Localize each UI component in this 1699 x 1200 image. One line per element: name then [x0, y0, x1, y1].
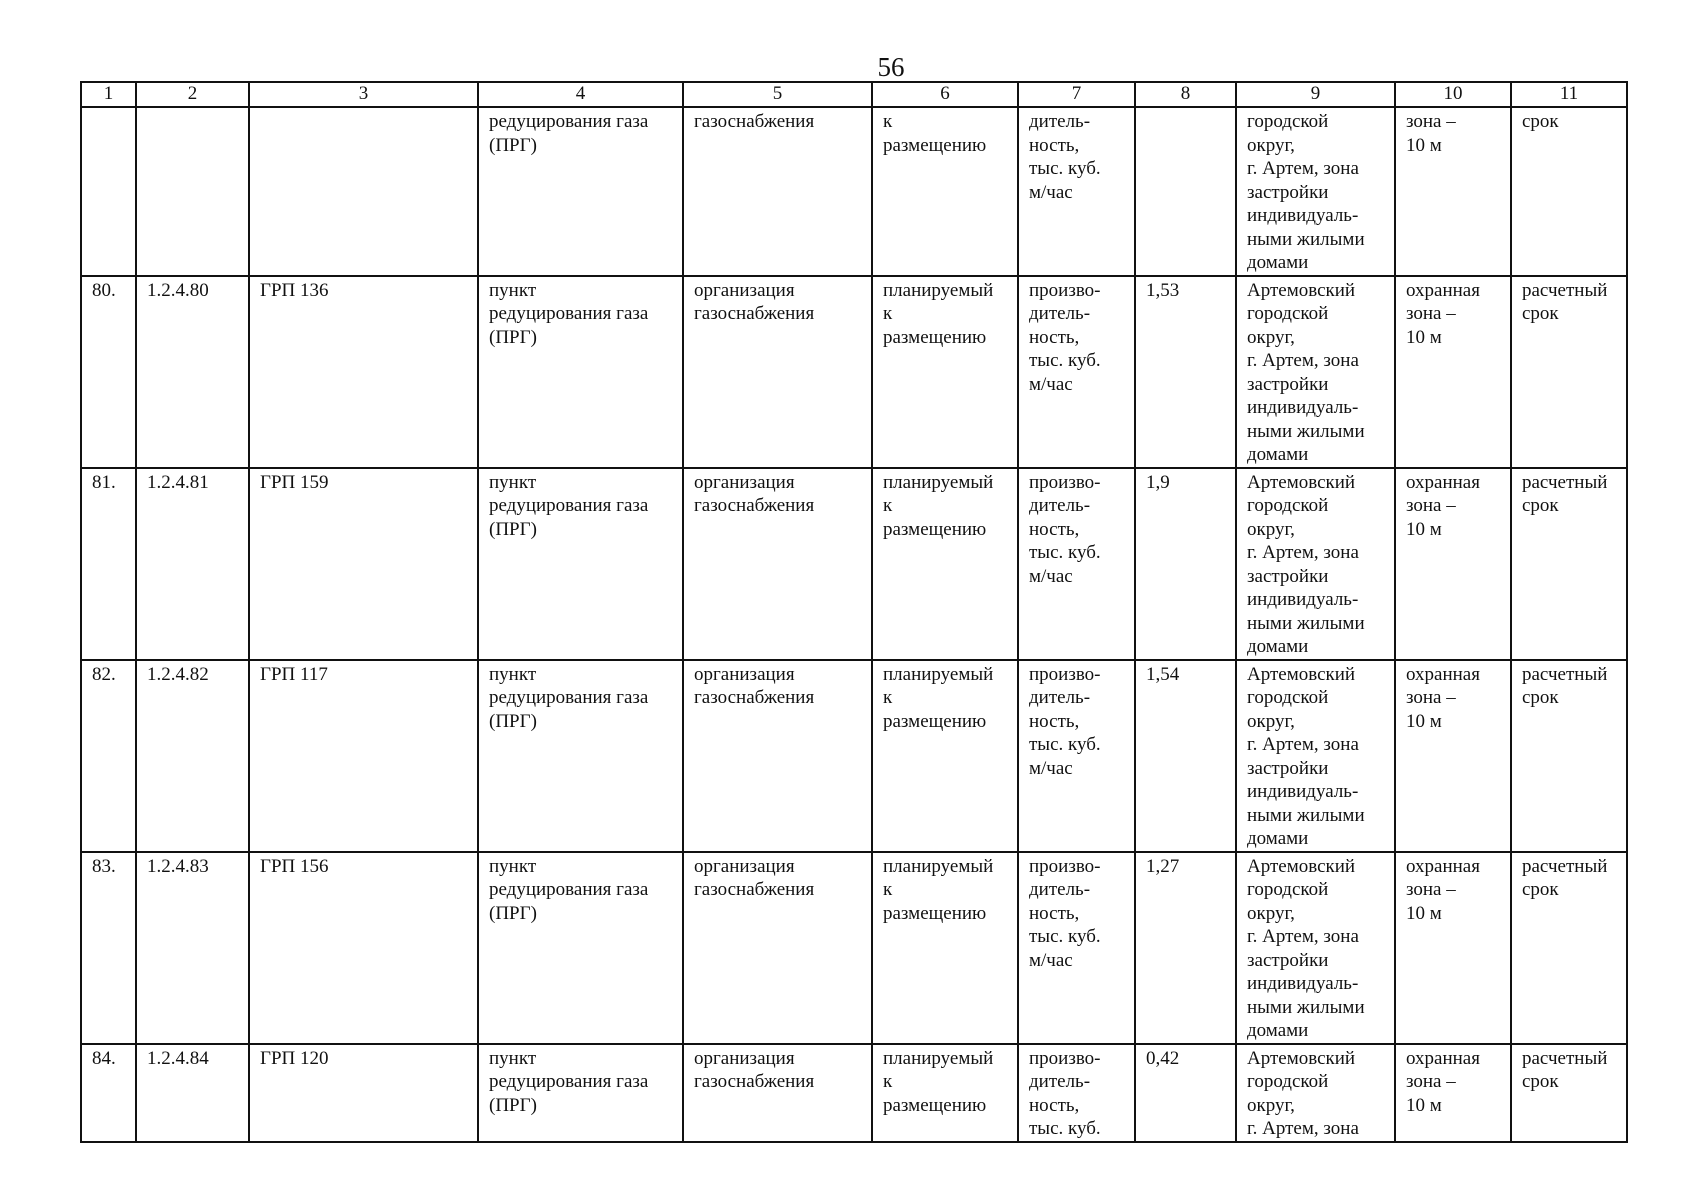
table-cell: произво- дитель- ность, тыс. куб. м/час — [1018, 660, 1135, 852]
table-cell: 1,53 — [1135, 276, 1236, 468]
table-cell: газоснабжения — [683, 107, 872, 276]
table-row — [81, 107, 1627, 276]
table-cell: 80. — [81, 276, 136, 468]
table-cell: расчетный срок — [1511, 852, 1627, 1044]
column-header: 4 — [478, 82, 683, 107]
table-cell: городской округ, г. Артем, зона застройки индивидуаль- ными жилыми домами — [1236, 107, 1395, 276]
table-cell: пункт редуцирования газа (ПРГ) — [478, 660, 683, 852]
table-cell: охранная зона – 10 м — [1395, 660, 1511, 852]
data-table — [80, 81, 1628, 1143]
table-cell: планируемый к размещению — [872, 468, 1018, 660]
table-cell: 0,42 — [1135, 1044, 1236, 1142]
table-cell: 1,27 — [1135, 852, 1236, 1044]
column-header: 3 — [249, 82, 478, 107]
column-header: 2 — [136, 82, 249, 107]
table-cell: охранная зона – 10 м — [1395, 276, 1511, 468]
table-cell: 83. — [81, 852, 136, 1044]
table-cell: 84. — [81, 1044, 136, 1142]
table-cell: планируемый к размещению — [872, 852, 1018, 1044]
table-cell — [81, 107, 136, 276]
table-cell: Артемовский городской округ, г. Артем, зона застройки индивидуаль- ными жилыми домами — [1236, 852, 1395, 1044]
table-cell: охранная зона – 10 м — [1395, 852, 1511, 1044]
table-cell: организация газоснабжения — [683, 852, 872, 1044]
table-cell: планируемый к размещению — [872, 1044, 1018, 1142]
table-row — [81, 1044, 1627, 1142]
table-cell: произво- дитель- ность, тыс. куб. — [1018, 1044, 1135, 1142]
table-cell: охранная зона – 10 м — [1395, 1044, 1511, 1142]
table-row — [81, 660, 1627, 852]
table-cell: дитель- ность, тыс. куб. м/час — [1018, 107, 1135, 276]
table-cell — [249, 107, 478, 276]
table-cell: 1,9 — [1135, 468, 1236, 660]
page-number: 56 — [877, 52, 905, 82]
column-header: 8 — [1135, 82, 1236, 107]
column-header: 11 — [1511, 82, 1627, 107]
table-cell: редуцирования газа (ПРГ) — [478, 107, 683, 276]
table-cell: Артемовский городской округ, г. Артем, зона — [1236, 1044, 1395, 1142]
table-row — [81, 852, 1627, 1044]
table-cell: организация газоснабжения — [683, 276, 872, 468]
table-cell: организация газоснабжения — [683, 1044, 872, 1142]
table-row — [81, 276, 1627, 468]
column-header: 1 — [81, 82, 136, 107]
table-cell: ГРП 136 — [249, 276, 478, 468]
table-cell: 1.2.4.84 — [136, 1044, 249, 1142]
table-cell: планируемый к размещению — [872, 276, 1018, 468]
column-header: 7 — [1018, 82, 1135, 107]
table-cell: пункт редуцирования газа (ПРГ) — [478, 1044, 683, 1142]
table-cell: произво- дитель- ность, тыс. куб. м/час — [1018, 468, 1135, 660]
table-cell: произво- дитель- ность, тыс. куб. м/час — [1018, 852, 1135, 1044]
table-cell: срок — [1511, 107, 1627, 276]
column-header: 9 — [1236, 82, 1395, 107]
table-cell: 1.2.4.80 — [136, 276, 249, 468]
table-cell: 1.2.4.82 — [136, 660, 249, 852]
table-cell: к размещению — [872, 107, 1018, 276]
table-cell: Артемовский городской округ, г. Артем, зона застройки индивидуаль- ными жилыми домами — [1236, 276, 1395, 468]
table-cell — [1135, 107, 1236, 276]
table-cell — [136, 107, 249, 276]
table-cell: ГРП 159 — [249, 468, 478, 660]
table-cell: расчетный срок — [1511, 468, 1627, 660]
table-cell: произво- дитель- ность, тыс. куб. м/час — [1018, 276, 1135, 468]
table-cell: зона – 10 м — [1395, 107, 1511, 276]
table-cell: 81. — [81, 468, 136, 660]
table-cell: 1,54 — [1135, 660, 1236, 852]
table-cell: Артемовский городской округ, г. Артем, зона застройки индивидуаль- ными жилыми домами — [1236, 468, 1395, 660]
column-header: 5 — [683, 82, 872, 107]
table-cell: расчетный срок — [1511, 276, 1627, 468]
table-cell: Артемовский городской округ, г. Артем, зона застройки индивидуаль- ными жилыми домами — [1236, 660, 1395, 852]
table-cell: 1.2.4.83 — [136, 852, 249, 1044]
table-row — [81, 468, 1627, 660]
table-cell: пункт редуцирования газа (ПРГ) — [478, 276, 683, 468]
table-header-row — [81, 82, 1627, 107]
table-cell: ГРП 156 — [249, 852, 478, 1044]
table-cell: расчетный срок — [1511, 1044, 1627, 1142]
table-cell: организация газоснабжения — [683, 660, 872, 852]
table-cell: пункт редуцирования газа (ПРГ) — [478, 468, 683, 660]
table-cell: 1.2.4.81 — [136, 468, 249, 660]
table-cell: 82. — [81, 660, 136, 852]
table-cell: организация газоснабжения — [683, 468, 872, 660]
table-cell: охранная зона – 10 м — [1395, 468, 1511, 660]
column-header: 10 — [1395, 82, 1511, 107]
table-cell: ГРП 117 — [249, 660, 478, 852]
table-cell: расчетный срок — [1511, 660, 1627, 852]
table-cell: пункт редуцирования газа (ПРГ) — [478, 852, 683, 1044]
table-cell: ГРП 120 — [249, 1044, 478, 1142]
column-header: 6 — [872, 82, 1018, 107]
table-cell: планируемый к размещению — [872, 660, 1018, 852]
